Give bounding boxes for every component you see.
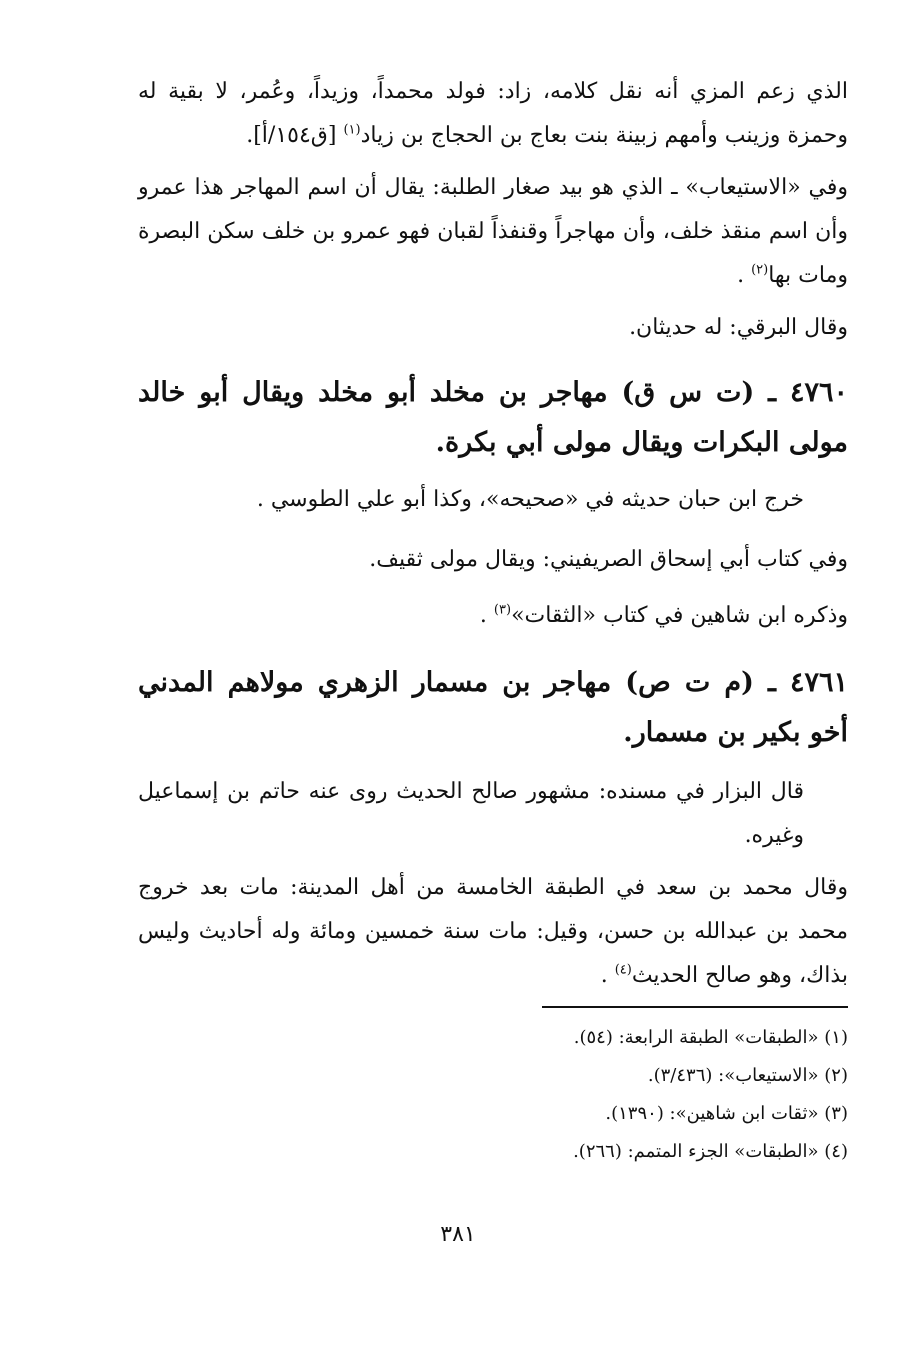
entry-heading-4761: ٤٧٦١ ـ (م ت ص) مهاجر بن مسمار الزهري مولاهم المدني أخو بكير بن مسمار. bbox=[138, 667, 848, 748]
paragraph-sarifini: وفي كتاب أبي إسحاق الصريفيني: ويقال مولى ثقيف. bbox=[369, 547, 848, 572]
page-number: ٣٨١ bbox=[440, 1222, 476, 1247]
paragraph-text: وذكره ابن شاهين في كتاب «الثقات» bbox=[511, 603, 848, 628]
footnote-2: (٢) «الاستيعاب»: (٣/٤٣٦). bbox=[647, 1065, 848, 1086]
footnote-ref: (٢) bbox=[751, 262, 769, 278]
paragraph-text: وقال محمد بن سعد في الطبقة الخامسة من أهل المدينة: مات بعد خروج محمد بن عبدالله بن حسن، وقيل: مات سنة خمسين ومائة وله أحاديث وليس بذاك، وهو صالح الحديث bbox=[138, 875, 848, 988]
footnote-ref: (٣) bbox=[493, 602, 512, 618]
paragraph-istiab bbox=[138, 166, 848, 298]
footnote-ref: (٤) bbox=[614, 962, 632, 978]
paragraph-barqi: وقال البرقي: له حديثان. bbox=[629, 315, 848, 340]
paragraph-continuation bbox=[138, 70, 848, 158]
footnote-divider bbox=[542, 1006, 848, 1008]
manuscript-ref: [ق١٥٤/أ]. bbox=[246, 123, 344, 148]
paragraph-ibn-hibban: خرج ابن حبان حديثه في «صحيحه»، وكذا أبو علي الطوسي . bbox=[256, 487, 804, 512]
paragraph-text: وفي «الاستيعاب» ـ الذي هو بيد صغار الطلبة: يقال أن اسم المهاجر هذا عمرو وأن اسم منقذ خلف، وأن مهاجراً وقنفذاً لقبان فهو عمرو بن خلف سكن البصرة ومات بها bbox=[138, 175, 848, 288]
footnote-ref: (١) bbox=[343, 122, 361, 138]
entry-heading-4760: ٤٧٦٠ ـ (ت س ق) مهاجر بن مخلد أبو مخلد ويقال أبو خالد مولى البكرات ويقال مولى أبي بكرة. bbox=[138, 377, 848, 458]
paragraph-ibn-shahin bbox=[138, 594, 848, 638]
paragraph-bazzar: قال البزار في مسنده: مشهور صالح الحديث روى عنه حاتم بن إسماعيل وغيره. bbox=[138, 779, 804, 848]
footnote-1: (١) «الطبقات» الطبقة الرابعة: (٥٤). bbox=[573, 1027, 848, 1048]
paragraph-tail: . bbox=[479, 603, 494, 628]
footnote-3: (٣) «ثقات ابن شاهين»: (١٣٩٠). bbox=[605, 1103, 848, 1124]
paragraph-text: الذي زعم المزي أنه نقل كلامه، زاد: فولد محمداً، وزيداً، وعُمر، لا بقية له وحمزة وزينب وأمهم زبينة بنت بعاج بن الحجاج بن زياد bbox=[138, 79, 848, 148]
paragraph-ibn-saad bbox=[138, 866, 848, 998]
footnote-4: (٤) «الطبقات» الجزء المتمم: (٢٦٦). bbox=[573, 1141, 848, 1162]
paragraph-tail: . bbox=[737, 263, 752, 288]
paragraph-tail: . bbox=[600, 963, 615, 988]
